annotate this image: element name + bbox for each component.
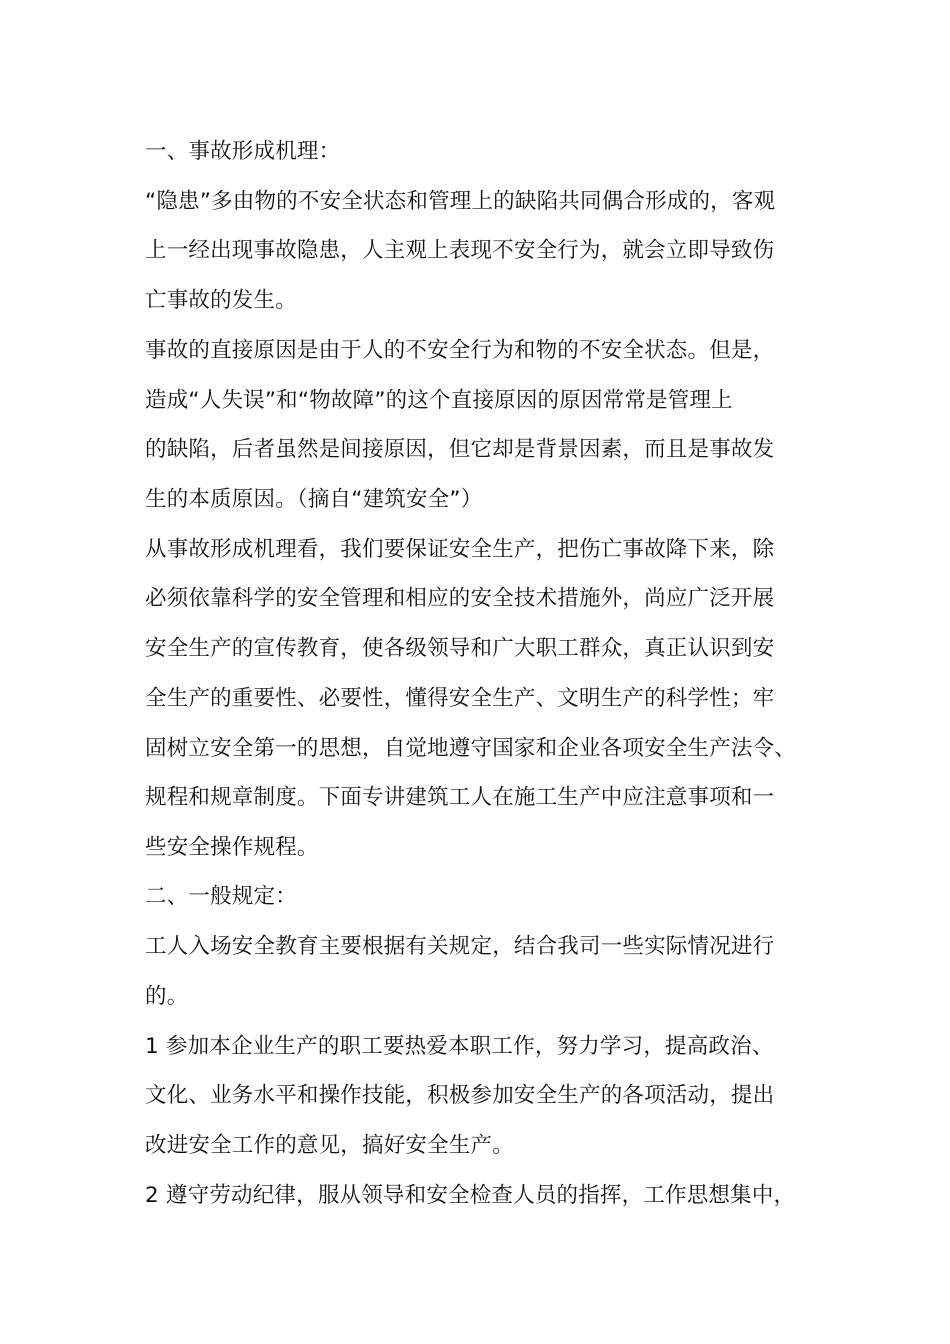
text-line: “隐患”多由物的不安全状态和管理上的缺陷共同偶合形成的，客观 (145, 189, 776, 214)
text-line: 二、一般规定： (145, 884, 297, 909)
text-line: 改进安全工作的意见，搞好安全生产。 (145, 1133, 514, 1158)
text-line: 些安全操作规程。 (145, 835, 319, 860)
text-line: 一、事故形成机理： (145, 139, 341, 164)
text-line: 文化、业务水平和操作技能，积极参加安全生产的各项活动，提出 (145, 1083, 775, 1108)
text-line: 亡事故的发生。 (145, 288, 297, 313)
text-line: 工人入场安全教育主要根据有关规定，结合我司一些实际情况进行 (145, 934, 775, 959)
text-line: 必须依靠科学的安全管理和相应的安全技术措施外，尚应广泛开展 (145, 586, 775, 611)
text-line: 造成“人失误”和“物故障”的这个直接原因的原因常常是管理上 (145, 388, 733, 413)
text-line: 2 遵守劳动纪律，服从领导和安全检查人员的指挥，工作思想集中， (145, 1183, 796, 1208)
text-line: 从事故形成机理看，我们要保证安全生产，把伤亡事故降下来，除 (145, 537, 775, 562)
text-line: 的缺陷，后者虽然是间接原因，但它却是背景因素，而且是事故发 (145, 437, 775, 462)
text-line: 规程和规章制度。下面专讲建筑工人在施工生产中应注意事项和一 (145, 785, 775, 810)
text-line: 事故的直接原因是由于人的不安全行为和物的不安全状态。但是， (145, 338, 775, 363)
text-line: 上一经出现事故隐患，人主观上表现不安全行为，就会立即导致伤 (145, 238, 775, 263)
text-line: 固树立安全第一的思想，自觉地遵守国家和企业各项安全生产法令、 (145, 736, 797, 761)
text-line: 1 参加本企业生产的职工要热爱本职工作，努力学习，提高政治、 (145, 1034, 774, 1059)
text-line: 生的本质原因。（摘自“建筑安全”） (145, 487, 483, 512)
text-line: 的。 (145, 984, 189, 1009)
text-line: 安全生产的宣传教育，使各级领导和广大职工群众，真正认识到安 (145, 636, 775, 661)
text-line: 全生产的重要性、必要性，懂得安全生产、文明生产的科学性；牢 (145, 686, 775, 711)
